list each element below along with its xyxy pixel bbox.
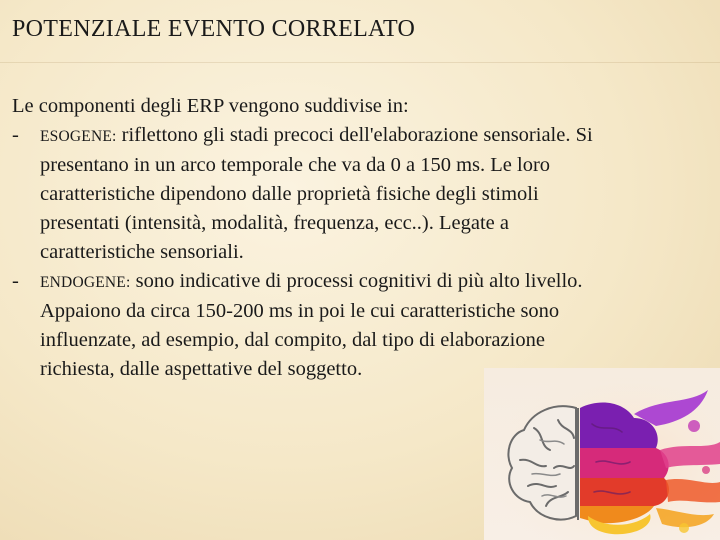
brain-image: [484, 368, 720, 540]
item-line: richiesta, dalle aspettative del soggetto.: [40, 358, 363, 380]
slide-body: [12, 92, 702, 384]
item-line: caratteristiche sensoriali.: [40, 241, 244, 263]
term-label: ENDOGENE:: [40, 274, 131, 291]
item-line: riflettono gli stadi precoci dell'elaborazione sensoriale. Si: [121, 124, 593, 146]
item-line: influenzate, ad esempio, dal compito, dal tipo di elaborazione: [40, 329, 545, 351]
item-line: sono indicative di processi cognitivi di più alto livello.: [135, 270, 583, 292]
bullet-dash: -: [12, 124, 19, 146]
item-line: Appaiono da circa 150-200 ms in poi le cui caratteristiche sono: [40, 300, 560, 322]
intro-text: Le componenti degli ERP vengono suddivise in:: [12, 95, 409, 117]
item-line: presentano in un arco temporale che va da 0 a 150 ms. Le loro: [40, 154, 551, 176]
item-line: caratteristiche dipendono dalle proprietà fisiche degli stimoli: [40, 183, 539, 205]
brain-illustration-icon: [484, 368, 720, 540]
list-item-esogene: [12, 121, 702, 267]
item-line: presentati (intensità, modalità, frequenza, ecc..). Legate a: [40, 212, 509, 234]
slide-title: POTENZIALE EVENTO CORRELATO: [12, 16, 416, 42]
list-item-endogene: [12, 267, 702, 384]
term-label: ESOGENE:: [40, 128, 117, 145]
bullet-dash: -: [12, 270, 19, 292]
title-divider: [0, 62, 720, 63]
bullet-list: [12, 121, 702, 384]
item-first-line: [40, 267, 702, 297]
item-first-line: [40, 121, 702, 151]
